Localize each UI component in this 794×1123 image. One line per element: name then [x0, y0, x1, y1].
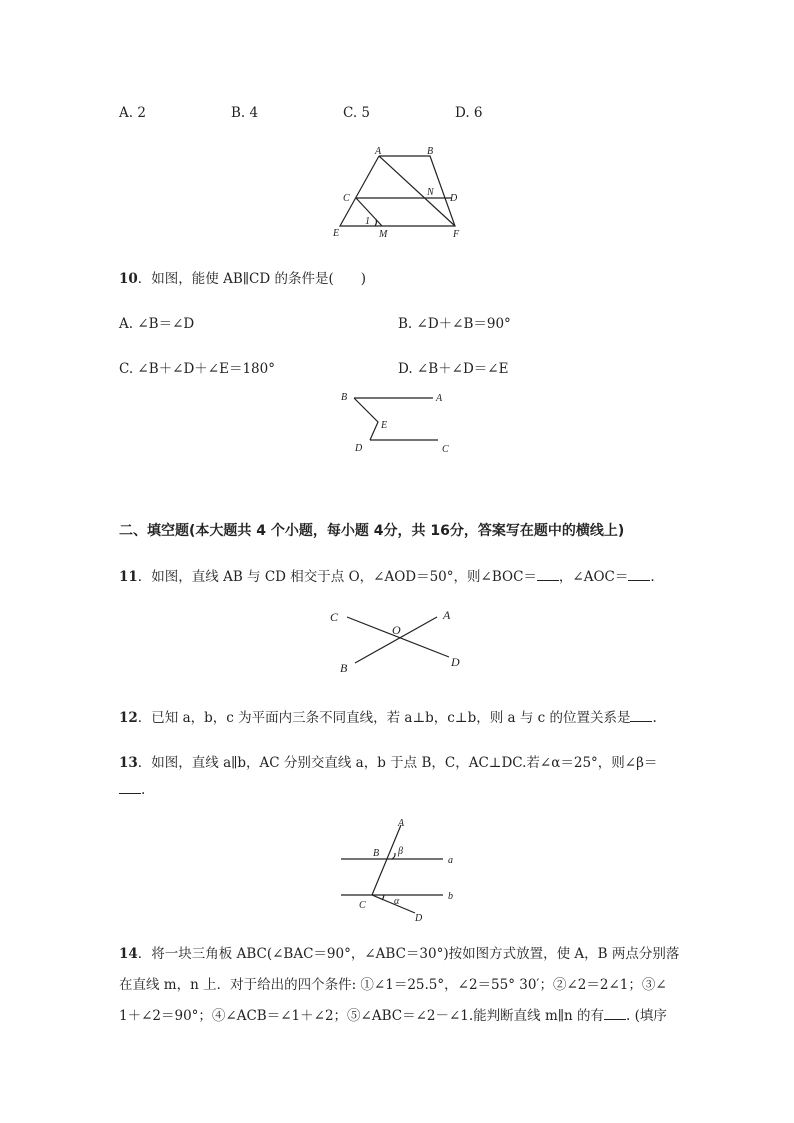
q10-stem — [119, 267, 366, 287]
label-line-b: b — [448, 891, 453, 902]
label-e: E — [333, 228, 340, 239]
label-o: O — [392, 623, 401, 637]
q11-blank-1[interactable] — [537, 568, 559, 581]
label-m: M — [379, 229, 388, 240]
q11-text-a: ．如图，直线 AB 与 CD 相交于点 O，∠AOD＝50°，则∠BOC＝ — [137, 569, 537, 585]
q13-stem — [119, 751, 657, 771]
q13-figure — [335, 815, 465, 925]
label-a-point: A — [398, 818, 405, 829]
label-b: B — [340, 661, 348, 675]
q11-text-b: ，∠AOC＝ — [558, 569, 629, 585]
label-c: C — [330, 610, 339, 624]
label-d-point: D — [415, 913, 423, 924]
label-c-point: C — [359, 900, 366, 911]
q14-line-3 — [119, 1004, 667, 1024]
q13-number: 13 — [119, 755, 138, 771]
q11-blank-2[interactable] — [628, 568, 650, 581]
q12-text-a: ．已知 a，b，c 为平面内三条不同直线，若 a⊥b，c⊥b，则 a 与 c 的位置关系是 — [137, 710, 631, 726]
q9-figure — [330, 140, 470, 240]
q13-blank[interactable] — [119, 781, 141, 794]
q14-text-3a: 1＋∠2＝90°；④∠ACB＝∠1＋∠2；⑤∠ABC＝∠2－∠1.能判断直线 m∥n 的有 — [119, 1008, 604, 1024]
label-alpha: α — [394, 896, 400, 907]
q11-text-c: . — [650, 569, 655, 585]
line-af — [379, 156, 455, 226]
label-c: C — [442, 444, 449, 455]
label-e: E — [381, 420, 388, 431]
q10-option-d: D. ∠B＋∠D＝∠E — [398, 361, 509, 377]
label-1: 1 — [365, 216, 370, 227]
q9-option-c: C. 5 — [343, 105, 371, 121]
q12-number: 12 — [119, 710, 138, 726]
line-b-e-d — [354, 398, 378, 440]
q10-option-b: B. ∠D＋∠B＝90° — [398, 316, 511, 332]
q14-line-1 — [119, 942, 679, 962]
q13-stem-cont — [119, 781, 145, 798]
label-c: C — [343, 193, 350, 204]
section-2-heading: 二、填空题(本大题共 4 个小题，每小题 4分，共 16分，答案写在题中的横线上) — [119, 523, 625, 539]
label-b: B — [427, 146, 434, 157]
angle-beta-arc — [392, 853, 395, 859]
label-n: N — [427, 187, 434, 198]
q12-stem — [119, 706, 657, 726]
q12-blank[interactable] — [630, 709, 652, 722]
label-d: D — [450, 193, 458, 204]
q9-option-b: B. 4 — [231, 105, 259, 121]
q10-number: 10 — [119, 271, 138, 287]
q14-text-1: ．将一块三角板 ABC(∠BAC＝90°，∠ABC＝30°)按如图方式放置，使 A，B 两点分别落 — [137, 946, 680, 962]
q13-text-a: ．如图，直线 a∥b，AC 分别交直线 a，b 于点 B，C，AC⊥DC.若∠α＝25°，则∠β＝ — [137, 755, 658, 771]
label-d: D — [355, 443, 363, 454]
q13-text-b: . — [141, 782, 146, 798]
label-a: A — [375, 146, 382, 157]
q14-line-2: 在直线 m，n 上．对于给出的四个条件: ①∠1＝25.5°，∠2＝55° 30′；②∠2＝2∠1；③∠ — [119, 977, 667, 993]
q10-option-a: A. ∠B＝∠D — [119, 316, 195, 332]
label-b: B — [341, 392, 348, 403]
label-a: A — [436, 393, 443, 404]
q11-figure — [325, 605, 470, 675]
label-beta: β — [398, 846, 403, 857]
q14-blank[interactable] — [604, 1007, 626, 1020]
label-a: A — [443, 608, 451, 622]
label-b-point: B — [373, 848, 380, 859]
angle-1-arc — [375, 219, 376, 226]
label-line-a: a — [448, 855, 453, 866]
q10-figure — [338, 388, 458, 458]
trapezoid-outline — [340, 156, 455, 226]
q11-stem — [119, 565, 655, 585]
q14-text-3b: . (填序 — [626, 1008, 667, 1024]
q10-option-c: C. ∠B＋∠D＋∠E＝180° — [119, 361, 275, 377]
q14-number: 14 — [119, 946, 138, 962]
label-f: F — [453, 229, 460, 240]
q12-text-b: . — [652, 710, 657, 726]
q10-text: ．如图，能使 AB∥CD 的条件是( ) — [137, 271, 366, 287]
label-d: D — [451, 655, 460, 669]
q9-option-a: A. 2 — [119, 105, 146, 121]
line-ac — [372, 825, 401, 895]
q11-number: 11 — [119, 569, 138, 585]
q9-option-d: D. 6 — [455, 105, 483, 121]
